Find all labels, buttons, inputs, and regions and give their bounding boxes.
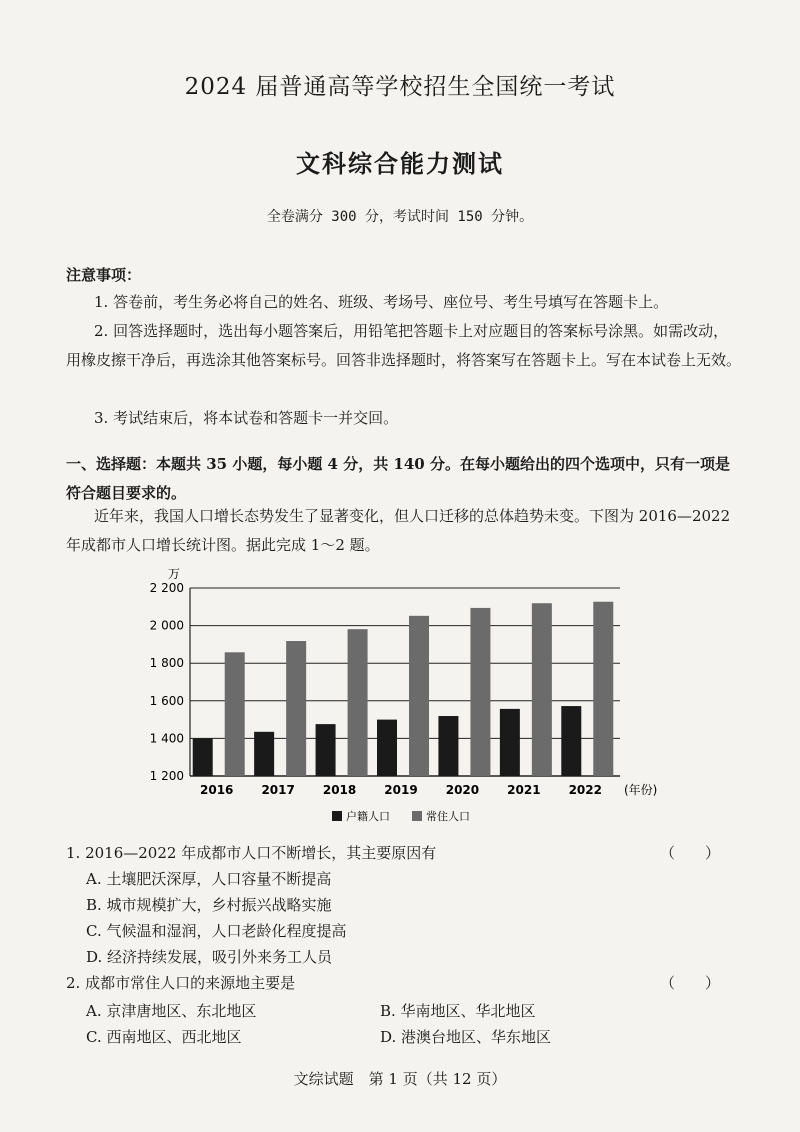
x-tick-label: 2016 <box>200 783 234 797</box>
section-intro: 近年来，我国人口增长态势发生了显著变化，但人口迁移的总体趋势未变。下图为 2016—2022 年成都市人口增长统计图。据此完成 1～2 题。 <box>66 507 731 554</box>
question-2-stem: 2. 成都市常住人口的来源地主要是 <box>66 974 296 992</box>
bar-huji-2021 <box>500 709 520 776</box>
question-2-option-c: C. 西南地区、西北地区 <box>86 1028 242 1046</box>
x-tick-label: 2020 <box>445 783 480 797</box>
bar-changzhu-2021 <box>532 603 552 776</box>
bar-huji-2016 <box>193 739 213 776</box>
x-tick-label: 2022 <box>568 783 602 797</box>
page-footer: 文综试题 第 1 页（共 12 页） <box>293 1070 507 1088</box>
x-tick-label: 2021 <box>507 783 541 797</box>
question-2-bracket: （ ） <box>659 974 720 992</box>
y-tick-label: 2 000 <box>149 618 184 633</box>
legend-swatch <box>332 811 342 821</box>
y-tick-label: 2 200 <box>149 581 184 595</box>
question-1-stem: 1. 2016—2022 年成都市人口不断增长，其主要原因有 <box>66 844 437 862</box>
score-line: 全卷满分 300 分，考试时间 150 分钟。 <box>266 209 534 225</box>
bar-changzhu-2022 <box>593 602 613 776</box>
y-tick-label: 1 400 <box>149 731 184 746</box>
question-2-option-d: D. 港澳台地区、华东地区 <box>380 1028 552 1046</box>
y-tick-label: 1 200 <box>149 769 184 783</box>
y-unit-label: 万 <box>168 567 181 581</box>
bar-huji-2018 <box>316 724 336 776</box>
population-bar-chart <box>140 560 700 830</box>
section-heading: 一、选择题：本题共 35 小题，每小题 4 分，共 140 分。在每小题给出的四个选项中，只有一项是符合题目要求的。 <box>66 455 730 502</box>
bar-changzhu-2018 <box>348 629 368 776</box>
y-tick-label: 1 600 <box>149 693 184 708</box>
question-1-bracket: （ ） <box>659 844 720 862</box>
bar-changzhu-2016 <box>225 652 245 776</box>
notice-item-2: 2. 回答选择题时，选出每小题答案后，用铅笔把答题卡上对应题目的答案标号涂黑。如需改动，用橡皮擦干净后，再选涂其他答案标号。回答非选择题时，将答案写在答题卡上。写在本试卷上无效。 <box>66 322 742 369</box>
exam-subject: 文科综合能力测试 <box>296 149 504 178</box>
bar-changzhu-2020 <box>470 608 490 776</box>
notice-item-3: 3. 考试结束后，将本试卷和答题卡一并交回。 <box>94 409 399 427</box>
bar-huji-2017 <box>254 732 274 776</box>
legend-swatch <box>412 811 422 821</box>
x-axis-label: (年份) <box>624 783 658 797</box>
notice-item-1: 1. 答卷前，考生务必将自己的姓名、班级、考场号、座位号、考生号填写在答题卡上。 <box>94 293 669 311</box>
bar-huji-2022 <box>561 706 581 776</box>
question-1-option-d: D. 经济持续发展，吸引外来务工人员 <box>86 948 333 966</box>
question-1-option-c: C. 气候温和湿润，人口老龄化程度提高 <box>86 922 347 940</box>
exam-title: 2024 届普通高等学校招生全国统一考试 <box>184 74 616 100</box>
bar-changzhu-2019 <box>409 616 429 776</box>
notice-heading: 注意事项： <box>66 266 142 284</box>
chart-bars <box>193 602 614 776</box>
x-tick-label: 2018 <box>322 783 357 797</box>
bar-huji-2020 <box>438 716 458 776</box>
y-tick-label: 1 800 <box>149 656 184 671</box>
bar-changzhu-2017 <box>286 641 306 776</box>
question-2-option-a: A. 京津唐地区、东北地区 <box>86 1002 257 1020</box>
legend-label: 户籍人口 <box>346 810 390 823</box>
x-tick-label: 2019 <box>384 783 418 797</box>
question-2-option-b: B. 华南地区、华北地区 <box>380 1002 536 1020</box>
bar-huji-2019 <box>377 720 397 776</box>
question-1-option-b: B. 城市规模扩大，乡村振兴战略实施 <box>86 896 332 914</box>
legend-label: 常住人口 <box>426 810 470 823</box>
question-1-option-a: A. 土壤肥沃深厚，人口容量不断提高 <box>86 870 332 888</box>
x-tick-label: 2017 <box>261 783 295 797</box>
